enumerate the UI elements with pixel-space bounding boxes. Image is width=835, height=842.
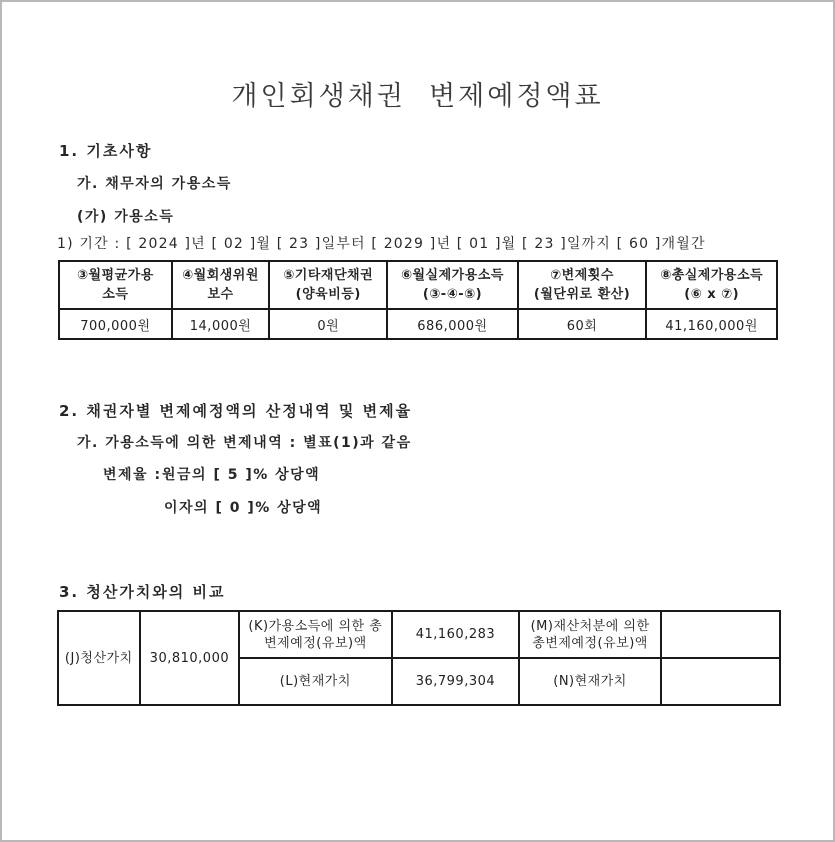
income-col-header-trustee-fee [172, 261, 270, 309]
section3-heading: 3. 청산가치와의 비교 [59, 583, 226, 601]
income-table-value-row [59, 309, 777, 339]
present-value-by-income-label: (L)현재가치 [239, 658, 391, 705]
income-col-header-total-income [646, 261, 777, 309]
liquidation-value-amount: 30,810,000 [140, 611, 240, 705]
total-planned-by-asset-amount [661, 611, 780, 658]
total-planned-by-income-amount: 41,160,283 [392, 611, 520, 658]
present-value-by-income-amount: 36,799,304 [392, 658, 520, 705]
header-line: (⑥ x ⑦) [684, 287, 740, 302]
section2-sub1: 가. 가용소득에 의한 변제내역 : 별표(1)과 같음 [77, 435, 412, 451]
repayment-rate-principal: 원금의 [ 5 ]% 상당액 [162, 467, 321, 483]
repayment-rate-interest: 이자의 [ 0 ]% 상당액 [164, 500, 323, 516]
section1-sub2: (가) 가용소득 [77, 209, 175, 225]
header-line: 소득 [102, 287, 129, 302]
income-col-header-net-monthly-income [387, 261, 518, 309]
total-planned-by-asset-label [519, 611, 661, 658]
income-value-net-monthly-income: 686,000원 [387, 309, 518, 339]
label-line: (M)재산처분에 의한 [530, 618, 650, 634]
comparison-row-1 [58, 611, 780, 658]
header-line: (양육비등) [295, 287, 361, 302]
header-line: ③월평균가용 [76, 268, 154, 283]
income-col-header-other-claims [269, 261, 387, 309]
header-line: ⑧총실제가용소득 [660, 268, 764, 283]
income-value-other-claims: 0원 [269, 309, 387, 339]
section1-sub1: 가. 채무자의 가용소득 [77, 176, 232, 192]
header-line: ⑥월실제가용소득 [400, 268, 504, 283]
income-col-header-avg-income [59, 261, 172, 309]
total-planned-by-income-label [239, 611, 391, 658]
liquidation-comparison-table [57, 610, 781, 706]
label-line: 변제예정(유보)액 [264, 635, 367, 651]
income-table [58, 260, 778, 340]
header-line: ⑦변제횟수 [550, 268, 614, 283]
label-line: (K)가용소득에 의한 총 [248, 618, 383, 634]
header-line: (월단위로 환산) [533, 287, 631, 302]
present-value-by-asset-label: (N)현재가치 [519, 658, 661, 705]
income-value-trustee-fee: 14,000원 [172, 309, 270, 339]
income-value-total-income: 41,160,000원 [646, 309, 777, 339]
section1-heading: 1. 기초사항 [59, 142, 153, 160]
repayment-rate-label: 변제율 : [103, 467, 162, 483]
liquidation-value-label: (J)청산가치 [58, 611, 140, 705]
section2-heading: 2. 채권자별 변제예정액의 산정내역 및 변제율 [59, 402, 413, 420]
header-line: ④월회생위원 [182, 268, 259, 283]
present-value-by-asset-amount [661, 658, 780, 705]
document-title: 개인회생채권 변제예정액표 [231, 81, 604, 112]
income-value-payment-count: 60회 [518, 309, 647, 339]
header-line: ⑤기타재단채권 [283, 268, 374, 283]
income-table-header-row [59, 261, 777, 309]
header-line: 보수 [207, 287, 234, 302]
section1-period-line: 1) 기간 : [ 2024 ]년 [ 02 ]월 [ 23 ]일부터 [ 2029 ]년 [ 01 ]월 [ 23 ]일까지 [ 60 ]개월간 [57, 236, 706, 252]
income-col-header-payment-count [518, 261, 647, 309]
income-value-avg-income: 700,000원 [59, 309, 172, 339]
label-line: 총변제예정(유보)액 [532, 635, 648, 651]
header-line: (③-④-⑤) [422, 287, 483, 302]
